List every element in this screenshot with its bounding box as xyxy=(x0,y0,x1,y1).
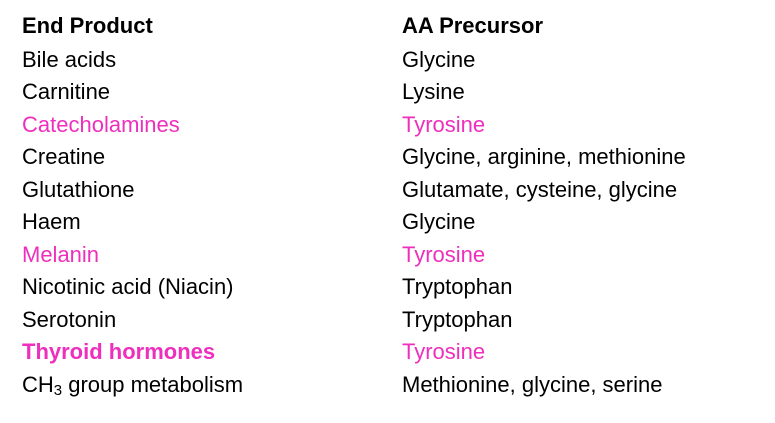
table-row xyxy=(22,76,686,109)
cell-precursor: Glycine xyxy=(402,46,476,72)
cell-precursor: Tryptophan xyxy=(402,306,513,332)
cell-end-product: Thyroid hormones xyxy=(22,339,216,364)
cell-precursor: Glutamate, cysteine, glycine xyxy=(402,176,678,202)
table-row xyxy=(22,44,686,77)
cell-precursor: Lysine xyxy=(402,79,465,104)
cell-precursor: Methionine, glycine, serine xyxy=(402,371,663,397)
cell-end-product: Creatine xyxy=(22,144,106,169)
column-header-end-product: End Product xyxy=(22,13,153,38)
formula-prefix: CH xyxy=(22,371,54,397)
table-row xyxy=(22,109,686,142)
table-row xyxy=(22,174,686,207)
table-row xyxy=(22,141,686,174)
table-row xyxy=(22,239,686,272)
cell-end-product xyxy=(22,369,402,405)
cell-precursor: Tyrosine xyxy=(402,339,486,364)
table-row xyxy=(22,206,686,239)
cell-end-product: Nicotinic acid (Niacin) xyxy=(22,274,234,299)
cell-precursor: Glycine xyxy=(402,209,476,234)
table-header xyxy=(22,10,686,44)
cell-precursor: Glycine, arginine, methionine xyxy=(402,144,686,169)
cell-precursor: Tyrosine xyxy=(402,111,486,137)
cell-end-product: Bile acids xyxy=(22,46,117,72)
table-body xyxy=(22,44,686,405)
table-header-row xyxy=(22,10,686,44)
table-row xyxy=(22,369,686,405)
column-header-aa-precursor: AA Precursor xyxy=(402,13,544,38)
formula-subscript: 3 xyxy=(53,382,63,400)
cell-precursor: Tyrosine xyxy=(402,241,486,267)
formula-suffix: group metabolism xyxy=(62,371,244,397)
cell-end-product: Serotonin xyxy=(22,306,117,332)
cell-precursor: Tryptophan xyxy=(402,274,513,299)
end-product-precursor-table xyxy=(22,10,686,404)
cell-end-product: Melanin xyxy=(22,241,100,267)
table-row xyxy=(22,304,686,337)
cell-end-product: Glutathione xyxy=(22,176,135,202)
table-row xyxy=(22,271,686,304)
cell-end-product: Haem xyxy=(22,209,81,234)
cell-end-product: Carnitine xyxy=(22,79,111,104)
cell-end-product: Catecholamines xyxy=(22,111,180,137)
table-row xyxy=(22,336,686,369)
